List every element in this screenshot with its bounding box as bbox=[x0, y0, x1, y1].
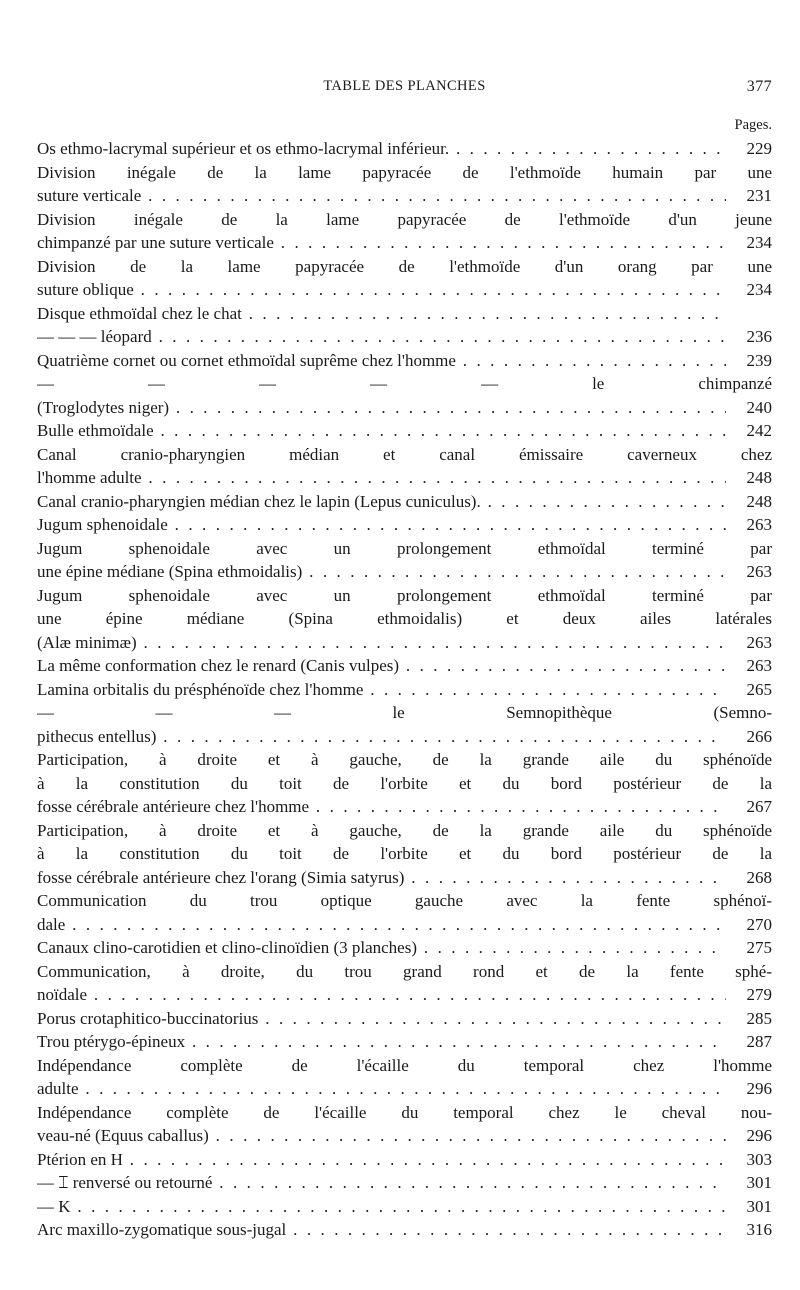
entry-text: pithecus entellus) . . . bbox=[37, 725, 726, 749]
entry-line bbox=[37, 936, 772, 960]
entry-page-number: 301 bbox=[728, 1195, 772, 1219]
entry-line bbox=[37, 889, 772, 913]
running-title: TABLE DES PLANCHES bbox=[323, 78, 486, 94]
entry-text: Jugum sphenoidale avec un prolongement ethmoïdal terminé par bbox=[37, 585, 772, 605]
entry-page-number: 242 bbox=[728, 419, 772, 443]
entry-page-number: 275 bbox=[728, 936, 772, 960]
entry-text: Jugum sphenoidale . . . bbox=[37, 513, 726, 537]
entry-page-number: 263 bbox=[728, 654, 772, 678]
entry-line bbox=[37, 560, 772, 584]
entry-text: (Troglodytes niger) . . . bbox=[37, 396, 726, 420]
entry-page-number: 263 bbox=[728, 560, 772, 584]
entry-page-number: 265 bbox=[728, 678, 772, 702]
entry-text: Canaux clino-carotidien et clino-clinoïdien (3 planches) . . . bbox=[37, 936, 726, 960]
entry-text: l'homme adulte . . . bbox=[37, 466, 726, 490]
pages-column-label: Pages. bbox=[734, 117, 772, 133]
entry-line bbox=[37, 372, 772, 396]
entry-text: — K . . . bbox=[37, 1195, 726, 1219]
entry-text: Communication du trou optique gauche avec la fente sphénoï- bbox=[37, 891, 772, 910]
entry-text: — — — léopard . . . bbox=[37, 325, 726, 349]
entry-text: Arc maxillo-zygomatique sous-jugal . . . bbox=[37, 1218, 726, 1242]
entry-line bbox=[37, 1007, 772, 1031]
entry-text: suture oblique . . . bbox=[37, 278, 726, 302]
entry-text: Communication, à droite, du trou grand rond et de la fente sphé- bbox=[37, 961, 772, 981]
entry-line bbox=[37, 772, 772, 796]
entry-line bbox=[37, 678, 772, 702]
entry-line bbox=[37, 349, 772, 373]
entry-line bbox=[37, 255, 772, 279]
entry-line bbox=[37, 1101, 772, 1125]
entry-page-number: 234 bbox=[728, 231, 772, 255]
entry-line bbox=[37, 137, 772, 161]
entry-text: Canal cranio-pharyngien médian chez le lapin (Lepus cuniculus). . . . bbox=[37, 490, 726, 514]
entry-text: — — — le Semnopithèque (Semno- bbox=[37, 703, 772, 722]
entry-page-number: 266 bbox=[728, 725, 772, 749]
entry-line bbox=[37, 302, 772, 326]
entry-text: Os ethmo-lacrymal supérieur et os ethmo-lacrymal inférieur. . . . bbox=[37, 137, 726, 161]
entry-page-number: 296 bbox=[728, 1077, 772, 1101]
entry-text: une épine médiane (Spina ethmoidalis) . . . bbox=[37, 560, 726, 584]
entry-page-number: 231 bbox=[728, 184, 772, 208]
entry-line bbox=[37, 748, 772, 772]
entry-text: Division inégale de la lame papyracée de l'ethmoïde d'un jeune bbox=[37, 209, 772, 229]
entry-page-number: 263 bbox=[728, 513, 772, 537]
entry-line bbox=[37, 842, 772, 866]
entry-page-number: 229 bbox=[728, 137, 772, 161]
entry-page-number: 268 bbox=[728, 866, 772, 890]
entry-text: Lamina orbitalis du présphénoïde chez l'homme . . . bbox=[37, 678, 726, 702]
entry-text: Ptérion en H . . . bbox=[37, 1148, 726, 1172]
entry-line bbox=[37, 1171, 772, 1195]
entry-line bbox=[37, 184, 772, 208]
entry-text: Bulle ethmoïdale . . . bbox=[37, 419, 726, 443]
entry-text: Disque ethmoïdal chez le chat . . . bbox=[37, 302, 726, 326]
entry-page-number: 279 bbox=[728, 983, 772, 1007]
entry-line bbox=[37, 866, 772, 890]
entry-line bbox=[37, 443, 772, 467]
entry-text: fosse cérébrale antérieure chez l'homme . . . bbox=[37, 795, 726, 819]
entry-text: Quatrième cornet ou cornet ethmoïdal suprême chez l'homme . . . bbox=[37, 349, 726, 373]
entry-text: — ⌶ renversé ou retourné . . . bbox=[37, 1171, 726, 1195]
entry-page-number: 239 bbox=[728, 349, 772, 373]
entry-text: Indépendance complète de l'écaille du temporal chez l'homme bbox=[37, 1055, 772, 1075]
page-number: 377 bbox=[746, 78, 772, 95]
entry-line bbox=[37, 701, 772, 725]
entry-page-number: 296 bbox=[728, 1124, 772, 1148]
entry-line bbox=[37, 1124, 772, 1148]
entry-text: fosse cérébrale antérieure chez l'orang (Simia satyrus) . . . bbox=[37, 866, 726, 890]
entry-line bbox=[37, 960, 772, 984]
entry-line bbox=[37, 1054, 772, 1078]
entry-text: dale . . . bbox=[37, 913, 726, 937]
entry-text: Participation, à droite et à gauche, de la grande aile du sphénoïde bbox=[37, 820, 772, 840]
entry-line bbox=[37, 537, 772, 561]
entry-line bbox=[37, 631, 772, 655]
entry-line bbox=[37, 654, 772, 678]
entry-page-number: 316 bbox=[728, 1218, 772, 1242]
entry-text: chimpanzé par une suture verticale . . . bbox=[37, 231, 726, 255]
entry-page-number: 287 bbox=[728, 1030, 772, 1054]
entry-page-number: 267 bbox=[728, 795, 772, 819]
entry-line bbox=[37, 1195, 772, 1219]
entry-page-number: 303 bbox=[728, 1148, 772, 1172]
plates-list bbox=[37, 137, 772, 1242]
entry-line bbox=[37, 1218, 772, 1242]
entry-line bbox=[37, 819, 772, 843]
entry-text: Trou ptérygo-épineux . . . bbox=[37, 1030, 726, 1054]
entry-page-number: 285 bbox=[728, 1007, 772, 1031]
entry-text: noïdale . . . bbox=[37, 983, 726, 1007]
entry-page-number: 236 bbox=[728, 325, 772, 349]
entry-text: adulte . . . bbox=[37, 1077, 726, 1101]
entry-text: à la constitution du toit de l'orbite et du bord postérieur de la bbox=[37, 844, 772, 863]
entry-text: à la constitution du toit de l'orbite et du bord postérieur de la bbox=[37, 773, 772, 793]
entry-line bbox=[37, 490, 772, 514]
entry-text: Division de la lame papyracée de l'ethmoïde d'un orang par une bbox=[37, 256, 772, 276]
entry-line bbox=[37, 278, 772, 302]
entry-text: Jugum sphenoidale avec un prolongement ethmoïdal terminé par bbox=[37, 538, 772, 558]
entry-line bbox=[37, 983, 772, 1007]
entry-text: Canal cranio-pharyngien médian et canal émissaire caverneux chez bbox=[37, 444, 772, 464]
entry-line bbox=[37, 419, 772, 443]
entry-line bbox=[37, 1030, 772, 1054]
entry-page-number: 301 bbox=[728, 1171, 772, 1195]
running-head bbox=[37, 78, 772, 100]
entry-text: suture verticale . . . bbox=[37, 184, 726, 208]
entry-text: veau-né (Equus caballus) . . . bbox=[37, 1124, 726, 1148]
entry-line bbox=[37, 607, 772, 631]
entry-page-number: 263 bbox=[728, 631, 772, 655]
entry-line bbox=[37, 325, 772, 349]
entry-line bbox=[37, 231, 772, 255]
entry-text: Division inégale de la lame papyracée de l'ethmoïde humain par une bbox=[37, 162, 772, 182]
entry-page-number: 248 bbox=[728, 466, 772, 490]
entry-line bbox=[37, 725, 772, 749]
entry-page-number: 248 bbox=[728, 490, 772, 514]
entry-line bbox=[37, 208, 772, 232]
entry-text: — — — — — le chimpanzé bbox=[37, 374, 772, 393]
entry-line bbox=[37, 466, 772, 490]
entry-line bbox=[37, 584, 772, 608]
entry-page-number: 270 bbox=[728, 913, 772, 937]
entry-text: Participation, à droite et à gauche, de la grande aile du sphénoïde bbox=[37, 750, 772, 769]
entry-line bbox=[37, 396, 772, 420]
entry-text: (Alæ minimæ) . . . bbox=[37, 631, 726, 655]
entry-page-number: 240 bbox=[728, 396, 772, 420]
entry-line bbox=[37, 1148, 772, 1172]
entry-text: Porus crotaphitico-buccinatorius . . . bbox=[37, 1007, 726, 1031]
entry-line bbox=[37, 161, 772, 185]
entry-page-number: 234 bbox=[728, 278, 772, 302]
entry-text: une épine médiane (Spina ethmoidalis) et deux ailes latérales bbox=[37, 609, 772, 628]
entry-text: Indépendance complète de l'écaille du temporal chez le cheval nou- bbox=[37, 1102, 772, 1122]
entry-line bbox=[37, 1077, 772, 1101]
entry-line bbox=[37, 513, 772, 537]
entry-line bbox=[37, 795, 772, 819]
entry-line bbox=[37, 913, 772, 937]
entry-text: La même conformation chez le renard (Canis vulpes) . . . bbox=[37, 654, 726, 678]
